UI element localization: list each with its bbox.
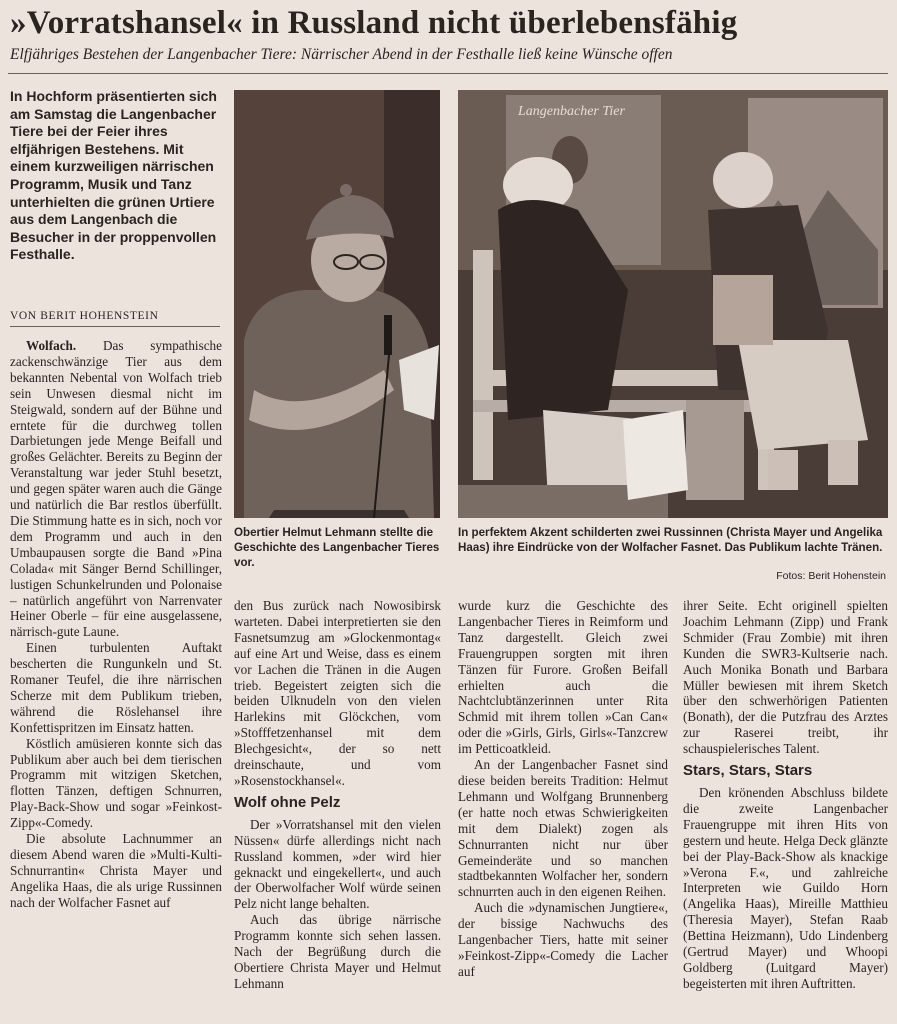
lead-text: In Hochform präsentierten sich am Samstag die Langenbacher Tiere bei der Feier ihres elfjährigen Bestehens. Mit einem kurzweiligen närrischen Programm, Musik und Tanz unterhielten die grünen Urtiere aus dem Langenbach die Besucher in der proppenvollen Festhalle. [10,88,217,263]
paragraph: Der »Vorratshansel mit den vielen Nüssen« dürfe allerdings nicht nach Russland kommen, »der wird hier geknackt und eingekellert«, und auch der Oberwolfacher Wolf würde seinen Pelz nicht lange behalten. [234,816,441,912]
photo-caption-1: Obertier Helmut Lehmann stellte die Geschichte des Langenbacher Tieres vor. [234,526,440,569]
banner-text: Langenbacher Tier [518,104,625,119]
paragraph: Köstlich amüsieren konnte sich das Publikum aber auch bei dem tierischen Programm mit witzigen Sketchen, flotten Tänzen, deftigen Schnurren, Play-Back-Show und sogar »Feinkost-Zipp«-Comedy. [10,735,222,831]
paragraph [10,338,222,640]
paragraph: Auch die »dynamischen Jungtiere«, der bissige Nachwuchs des Langenbacher Tiers, hatte mit seiner »Feinkost-Zipp«-Comedy die Lacher auf [458,900,668,979]
paragraph: ihrer Seite. Echt originell spielten Joachim Lehmann (Zipp) und Frank Schmider (Frau Zombie) mit ihren Kunden die SWR3-Kultserie nach. Auch Monika Bonath und Barbara Müller bewiesen mit ihrem Sketch über den schwerhörigen Patienten (Bonath), der die Putzfrau des Arztes zur Raserei treibt, ihr schauspielerisches Talent. [683,598,888,757]
photo-caption-2: In perfektem Akzent schilderten zwei Russinnen (Christa Mayer und Angelika Haas) ihre Eindrücke von der Wolfacher Fasnet. Das Publikum lachte Tränen. [458,526,883,554]
paragraph: An der Langenbacher Fasnet sind diese beiden bereits Tradition: Helmut Lehmann und Wolfgang Brunnenberg (er hatte noch etwas Schwierigkeiten mit dem Dialekt) zogen als Schnurranten nicht nur über Gemeinderäte und so manchen stadtbekannten Wolfacher her, sondern schnurrten auch in den eigenen Reihen. [458,757,668,900]
paragraph: Den krönenden Abschluss bildete die zweite Langenbacher Frauengruppe mit ihren Hits von gestern und heute. Helga Deck glänzte bei der Play-Back-Show als knackige »Verona F.«, und zahlreiche Interpreten wie Guildo Horn (Angelika Haas), Mireille Matthieu (Theresia Mayer), Stefan Raab (Bettina Heizmann), Udo Lindenberg (Gertrud Mayer) und Whoopi Goldberg (Luitgard Mayer) begeisterten mit ihren Auftritten. [683,784,888,991]
section-heading: Wolf ohne Pelz [234,793,341,811]
photo-credit: Fotos: Berit Hohenstein [776,570,886,582]
article-column-3 [458,598,668,980]
dateline: Wolfach. [26,338,77,353]
byline: VON BERIT HOHENSTEIN [10,310,220,327]
paragraph: Auch das übrige närrische Programm konnte sich sehen lassen. Nach der Begrüßung durch die Obertiere Christa Mayer und Helmut Lehmann [234,912,441,991]
photo-speaker [234,90,440,518]
paragraph: den Bus zurück nach Nowosibirsk warteten. Dabei interpretierten sie den Fasnetsumzug am »Glockenmontag« auf eine Art und Weise, dass es einem vor Lachen die Tränen in die Augen trieb. Begeistert zeigten sich die beiden Ulknudeln von den vielen Harlekins mit Glöckchen, vom »Stofffetzenhansel mit dem Blechgesicht«, der so nett dreinschaute, und vom »Rosenstockhansel«. [234,598,441,788]
article-column-4 [683,598,888,992]
section-heading: Stars, Stars, Stars [683,762,813,780]
photo-speaker-image [234,90,440,518]
article-column-2 [234,598,441,992]
paragraph: Die absolute Lachnummer an diesem Abend waren die »Multi-Kulti-Schnurrantin« Christa Mayer und Angelika Haas, die als urige Russinnen nach der Wolfacher Fasnet auf [10,831,222,910]
divider [8,73,888,74]
photo-russian-women [458,90,888,518]
subheadline: Elfjähriges Bestehen der Langenbacher Tiere: Närrischer Abend in der Festhalle ließ keine Wünsche offen [10,46,673,63]
headline: »Vorratshansel« in Russland nicht überlebensfähig [10,5,738,41]
photo-russian-women-image [458,90,888,518]
article-column-1 [10,338,222,911]
paragraph-text: Das sympathische zackenschwänzige Tier aus dem bekannten Nebental von Wolfach trieb sein Unwesen diesmal nicht im Steigwald, sondern auf der Bühne und erntete für die durchweg tollen Darbietungen jede Menge Beifall und großes Gelächter. Bereits zu Beginn der Veranstaltung war jeder Stuhl besetzt, und gegen später waren auch die Gänge und natürlich die Bar restlos überfüllt. Die Stimmung hatte es in sich, noch vor dem Programm und auch in den Umbaupausen sorgte die Band »Pina Colada« mit Sänger Bernd Schillinger, lustigen Schunkelrunden und Polonaise – natürlich angeführt von Narrenvater Heiner Oberle – für eine ausgelassene, närrisch-gute Laune. [10,338,223,640]
lead-paragraph [10,88,220,264]
paragraph: wurde kurz die Geschichte des Langenbacher Tieres in Reimform und Tanz dargestellt. Gleich zwei Frauengruppen sorgten mit ihren Tänzen für Furore. Großen Beifall erhielten auch die Nachtclubtänzerinnen unter Rita Schmid mit ihrem tollen »Can Can« oder die »Girls, Girls, Girls«-Tanzcrew im Petticoatkleid. [458,598,668,757]
paragraph: Einen turbulenten Auftakt bescherten die Rungunkeln und St. Romaner Teufel, die ihre närrischen Scherze mit dem Publikum trieben, während die Röslehansel ihre Konfettispritzen im Einsatz hatten. [10,640,222,735]
